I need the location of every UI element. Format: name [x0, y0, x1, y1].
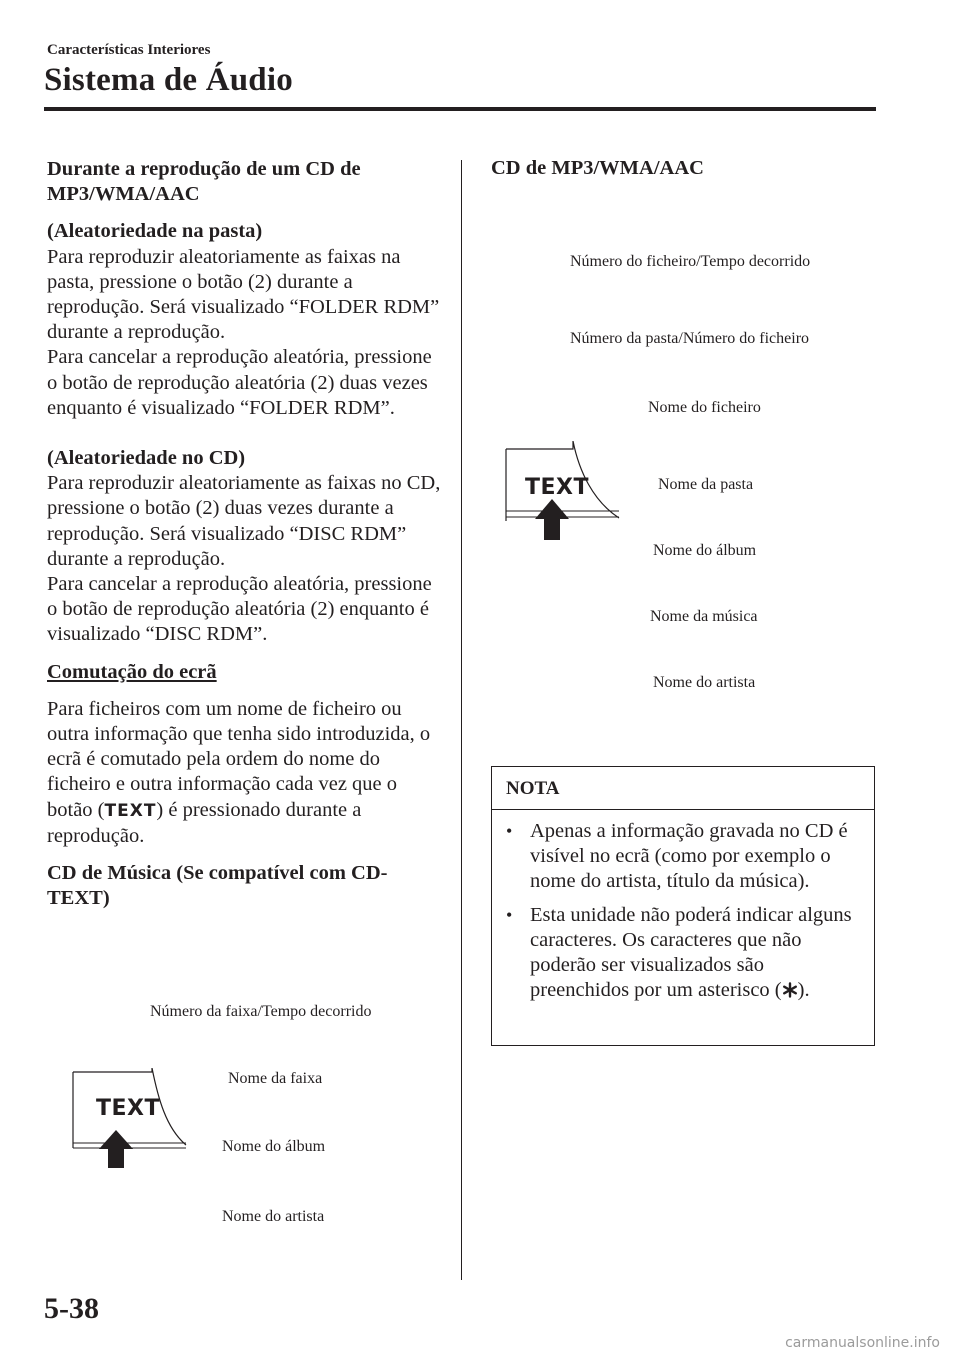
note-title: NOTA — [506, 778, 560, 799]
paragraph-display-switch-a: Para ficheiros com um nome de ficheiro ou outra informação que tenha sido introduzida, o ecrã é comutado pela ordem do nome do ficheiro e outra informação cada vez que o botão ( — [47, 697, 431, 821]
paragraph-display-switch-b: ) é pressionado durante a reprodução. — [47, 798, 362, 847]
text-button-inline-icon: TEXT — [104, 800, 157, 821]
note-item-text: Apenas a informação gravada no CD é visível no ecrã (como por exemplo o nome do artista, título da música). — [530, 820, 848, 893]
page-number: 5-38 — [44, 1292, 99, 1325]
label-track-name: Nome da faixa — [228, 1070, 323, 1087]
note-item-end: ). — [797, 979, 810, 1002]
bullet-icon: • — [506, 821, 513, 841]
subheading-disc-random: (Aleatoriedade no CD) — [47, 447, 246, 470]
note-list — [506, 819, 866, 1011]
paragraph-folder-random: Para reproduzir aleatoriamente as faixas na pasta, pressione o botão (2) durante a reprodução. Será visualizado “FOLDER RDM” durante a reprodução. — [47, 245, 440, 344]
heading-music-cd: CD de Música (Se compatível com CD-TEXT) — [47, 862, 388, 910]
text-button-label: TEXT — [96, 1096, 161, 1121]
label-track-time: Número da faixa/Tempo decorrido — [150, 1003, 372, 1020]
note-box — [491, 766, 875, 1046]
subheading-folder-random: (Aleatoriedade na pasta) — [47, 220, 263, 243]
label-album-name: Nome do álbum — [653, 542, 757, 559]
label-file-time: Número do ficheiro/Tempo decorrido — [570, 253, 811, 270]
text-button-label: TEXT — [525, 475, 590, 500]
label-artist-name: Nome do artista — [222, 1208, 325, 1225]
column-divider — [461, 160, 462, 1280]
heading-mp3-random: Durante a reprodução de um CD de MP3/WMA/AAC — [47, 158, 361, 206]
header-rule — [44, 107, 876, 111]
paragraph-folder-cancel: Para cancelar a reprodução aleatória, pressione o botão de reprodução aleatória (2) duas vezes enquanto é visualizado “FOLDER RDM”. — [47, 346, 432, 419]
label-folder-file: Número da pasta/Número do ficheiro — [570, 330, 810, 347]
heading-mp3-cd: CD de MP3/WMA/AAC — [491, 157, 704, 179]
paragraph-disc-cancel: Para cancelar a reprodução aleatória, pressione o botão de reprodução aleatória (2) enquanto é visualizado “DISC RDM”. — [47, 573, 432, 646]
bullet-icon: • — [506, 904, 513, 925]
paragraph-disc-random: Para reproduzir aleatoriamente as faixas no CD, pressione o botão (2) duas vezes durante a reprodução. Será visualizado “DISC RDM” durante a reprodução. — [47, 472, 441, 570]
note-header — [492, 767, 874, 810]
label-album-name: Nome do álbum — [222, 1138, 326, 1155]
label-file-name: Nome do ficheiro — [648, 399, 761, 416]
note-item — [506, 903, 866, 1004]
text-button-diagram-music — [72, 1068, 188, 1172]
label-artist-name: Nome do artista — [653, 674, 756, 691]
note-item-text: Esta unidade não poderá indicar alguns caracteres. Os caracteres que não poderão ser visualizados são preenchidos por um asterisco ( — [530, 903, 852, 1002]
asterisk-icon — [782, 982, 798, 998]
section-label: Características Interiores — [47, 42, 211, 58]
label-folder-name: Nome da pasta — [658, 476, 754, 493]
left-column — [47, 157, 442, 911]
label-song-name: Nome da música — [650, 608, 758, 625]
text-button-diagram-mp3 — [505, 441, 621, 545]
note-item — [506, 819, 866, 895]
watermark: carmanualsonline.info — [785, 1335, 940, 1351]
heading-display-switch: Comutação do ecrã — [47, 660, 217, 683]
paragraph-display-switch — [47, 697, 442, 849]
page-title: Sistema de Áudio — [44, 62, 293, 98]
